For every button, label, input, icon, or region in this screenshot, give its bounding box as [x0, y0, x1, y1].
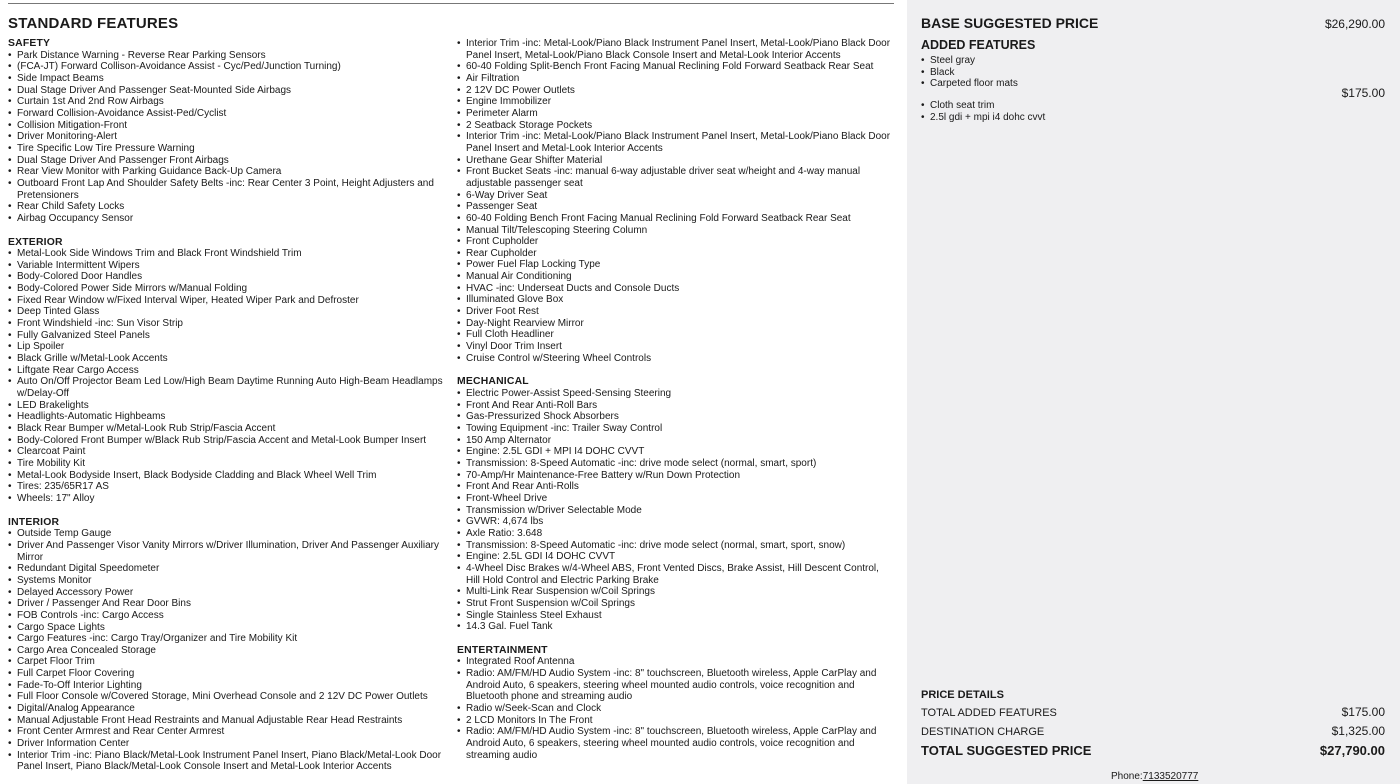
feature-item: • Deep Tinted Glass — [8, 306, 448, 318]
feature-item: • Park Distance Warning - Reverse Rear Parking Sensors — [8, 50, 448, 62]
added-feature-price: $175.00 — [1341, 86, 1385, 101]
added-feature-item — [921, 67, 1385, 79]
feature-item: • FOB Controls -inc: Cargo Access — [8, 610, 448, 622]
feature-item: • Variable Intermittent Wipers — [8, 260, 448, 272]
feature-item: • GVWR: 4,674 lbs — [457, 516, 893, 528]
feature-item: • Body-Colored Power Side Mirrors w/Manual Folding — [8, 283, 448, 295]
added-feature-label: • Black — [921, 67, 954, 79]
added-features-heading: ADDED FEATURES — [921, 38, 1036, 52]
feature-item: • Driver Monitoring-Alert — [8, 131, 448, 143]
feature-section-continued — [457, 38, 893, 364]
feature-item: • Driver Foot Rest — [457, 306, 893, 318]
feature-item: • LED Brakelights — [8, 400, 448, 412]
feature-item: • Carpet Floor Trim — [8, 656, 448, 668]
top-divider — [8, 3, 894, 4]
added-feature-item — [921, 55, 1385, 67]
feature-item: • Outside Temp Gauge — [8, 528, 448, 540]
feature-item: • Forward Collision-Avoidance Assist-Ped/Cyclist — [8, 108, 448, 120]
feature-item: • Vinyl Door Trim Insert — [457, 341, 893, 353]
section-heading: MECHANICAL — [457, 376, 529, 388]
feature-item: • Front-Wheel Drive — [457, 493, 893, 505]
feature-item: • Headlights-Automatic Highbeams — [8, 411, 448, 423]
section-heading: ENTERTAINMENT — [457, 644, 548, 656]
feature-item: • 60-40 Folding Split-Bench Front Facing Manual Reclining Fold Forward Seatback Rear Seat — [457, 61, 893, 73]
added-feature-item — [921, 100, 1385, 112]
feature-item: • Urethane Gear Shifter Material — [457, 155, 893, 167]
feature-item: • Interior Trim -inc: Piano Black/Metal-Look Instrument Panel Insert, Piano Black/Metal-Look Door Panel Insert, Piano Black/Metal-Look Console Insert and Metal-Look Interior Accents — [8, 750, 448, 773]
feature-item: • Cargo Features -inc: Cargo Tray/Organizer and Tire Mobility Kit — [8, 633, 448, 645]
feature-section — [457, 376, 893, 632]
feature-item: • Auto On/Off Projector Beam Led Low/High Beam Daytime Running Auto High-Beam Headlamps w/Delay-Off — [8, 376, 448, 399]
total-added-value: $175.00 — [1341, 705, 1385, 719]
feature-item: • Digital/Analog Appearance — [8, 703, 448, 715]
feature-item: • Radio: AM/FM/HD Audio System -inc: 8" touchscreen, Bluetooth wireless, Apple CarPlay and Android Auto, 6 speakers, steering wheel mounted audio controls, voice recognition and streaming audio — [457, 726, 893, 761]
page-title: STANDARD FEATURES — [8, 15, 179, 32]
feature-item: • Front Bucket Seats -inc: manual 6-way adjustable driver seat w/height and 4-way manual adjustable passenger seat — [457, 166, 893, 189]
feature-item: • Liftgate Rear Cargo Access — [8, 365, 448, 377]
feature-item: • Integrated Roof Antenna — [457, 656, 893, 668]
feature-item: • Front Windshield -inc: Sun Visor Strip — [8, 318, 448, 330]
destination-value: $1,325.00 — [1331, 724, 1385, 738]
feature-item: • Airbag Occupancy Sensor — [8, 213, 448, 225]
feature-item: • 60-40 Folding Bench Front Facing Manual Reclining Fold Forward Seatback Rear Seat — [457, 213, 893, 225]
feature-item: • Systems Monitor — [8, 575, 448, 587]
feature-item: • Clearcoat Paint — [8, 446, 448, 458]
feature-item: • Full Cloth Headliner — [457, 329, 893, 341]
feature-item: • Strut Front Suspension w/Coil Springs — [457, 598, 893, 610]
section-heading: EXTERIOR — [8, 236, 63, 248]
feature-item: • Electric Power-Assist Speed-Sensing Steering — [457, 388, 893, 400]
base-price-label: BASE SUGGESTED PRICE — [921, 15, 1099, 31]
feature-section — [8, 38, 448, 225]
feature-item: • Front Center Armrest and Rear Center Armrest — [8, 726, 448, 738]
feature-item: • Black Grille w/Metal-Look Accents — [8, 353, 448, 365]
feature-item: • Full Carpet Floor Covering — [8, 668, 448, 680]
section-heading: INTERIOR — [8, 516, 60, 528]
feature-item: • Cargo Area Concealed Storage — [8, 645, 448, 657]
section-heading: SAFETY — [8, 38, 51, 49]
base-price-value: $26,290.00 — [1324, 17, 1385, 31]
feature-item: • Illuminated Glove Box — [457, 294, 893, 306]
feature-item: • Manual Air Conditioning — [457, 271, 893, 283]
destination-row — [921, 724, 1385, 738]
feature-item: • Rear View Monitor with Parking Guidance Back-Up Camera — [8, 166, 448, 178]
feature-section — [8, 237, 448, 505]
feature-item: • 2 LCD Monitors In The Front — [457, 715, 893, 727]
feature-item: • HVAC -inc: Underseat Ducts and Console Ducts — [457, 283, 893, 295]
feature-item: • Manual Tilt/Telescoping Steering Column — [457, 225, 893, 237]
phone-link[interactable]: 7133520777 — [1142, 771, 1199, 782]
feature-item: • Full Floor Console w/Covered Storage, Mini Overhead Console and 2 12V DC Power Outlets — [8, 691, 448, 703]
feature-item: • Metal-Look Side Windows Trim and Black Front Windshield Trim — [8, 248, 448, 260]
feature-item: • 150 Amp Alternator — [457, 435, 893, 447]
feature-item: • Passenger Seat — [457, 201, 893, 213]
total-suggested-value: $27,790.00 — [1319, 743, 1385, 758]
feature-item: • Wheels: 17" Alloy — [8, 493, 448, 505]
total-added-row — [921, 705, 1385, 719]
feature-item: • Tires: 235/65R17 AS — [8, 481, 448, 493]
feature-item: • Day-Night Rearview Mirror — [457, 318, 893, 330]
features-column-left — [8, 38, 448, 784]
feature-item: • Transmission: 8-Speed Automatic -inc: drive mode select (normal, smart, sport, snow) — [457, 540, 893, 552]
feature-item: • Black Rear Bumper w/Metal-Look Rub Strip/Fascia Accent — [8, 423, 448, 435]
phone-line — [1111, 771, 1198, 782]
feature-item: • (FCA-JT) Forward Collison-Avoidance Assist - Cyc/Ped/Junction Turning) — [8, 61, 448, 73]
feature-item: • Redundant Digital Speedometer — [8, 563, 448, 575]
feature-item: • Axle Ratio: 3.648 — [457, 528, 893, 540]
feature-item: • 4-Wheel Disc Brakes w/4-Wheel ABS, Front Vented Discs, Brake Assist, Hill Descent Control, Hill Hold Control and Electric Parking Brake — [457, 563, 893, 586]
total-added-label: TOTAL ADDED FEATURES — [921, 707, 1057, 719]
feature-item: • Side Impact Beams — [8, 73, 448, 85]
feature-item: • Multi-Link Rear Suspension w/Coil Springs — [457, 586, 893, 598]
feature-item: • Air Filtration — [457, 73, 893, 85]
feature-item: • Driver And Passenger Visor Vanity Mirrors w/Driver Illumination, Driver And Passenger Auxiliary Mirror — [8, 540, 448, 563]
feature-item: • Perimeter Alarm — [457, 108, 893, 120]
total-suggested-label: TOTAL SUGGESTED PRICE — [921, 743, 1092, 758]
feature-item: • Cruise Control w/Steering Wheel Controls — [457, 353, 893, 365]
feature-item: • Driver Information Center — [8, 738, 448, 750]
feature-item: • Radio: AM/FM/HD Audio System -inc: 8" touchscreen, Bluetooth wireless, Apple CarPlay and Android Auto, 6 speakers, steering wheel mounted audio controls, voice recognition and Bluetooth phone and streaming audio — [457, 668, 893, 703]
feature-item: • Driver / Passenger And Rear Door Bins — [8, 598, 448, 610]
feature-item: • Front And Rear Anti-Roll Bars — [457, 400, 893, 412]
feature-item: • 2 Seatback Storage Pockets — [457, 120, 893, 132]
feature-item: • Radio w/Seek-Scan and Clock — [457, 703, 893, 715]
feature-item: • Rear Child Safety Locks — [8, 201, 448, 213]
feature-item: • Towing Equipment -inc: Trailer Sway Control — [457, 423, 893, 435]
price-sidebar — [907, 0, 1400, 784]
feature-item: • Fully Galvanized Steel Panels — [8, 330, 448, 342]
feature-item: • Body-Colored Front Bumper w/Black Rub Strip/Fascia Accent and Metal-Look Bumper Insert — [8, 435, 448, 447]
feature-item: • 14.3 Gal. Fuel Tank — [457, 621, 893, 633]
feature-item: • Gas-Pressurized Shock Absorbers — [457, 411, 893, 423]
feature-item: • 6-Way Driver Seat — [457, 190, 893, 202]
feature-item: • Delayed Accessory Power — [8, 587, 448, 599]
added-feature-label: • Carpeted floor mats — [921, 78, 1018, 100]
feature-item: • Engine: 2.5L GDI + MPI I4 DOHC CVVT — [457, 446, 893, 458]
base-price-row — [921, 15, 1385, 31]
feature-item: • Interior Trim -inc: Metal-Look/Piano Black Instrument Panel Insert, Metal-Look/Piano Black Door Panel Insert and Metal-Look Interior Accents — [457, 131, 893, 154]
feature-item: • Single Stainless Steel Exhaust — [457, 610, 893, 622]
feature-item: • 70-Amp/Hr Maintenance-Free Battery w/Run Down Protection — [457, 470, 893, 482]
destination-label: DESTINATION CHARGE — [921, 726, 1045, 738]
feature-section — [8, 517, 448, 773]
feature-section — [457, 645, 893, 762]
feature-item: • Rear Cupholder — [457, 248, 893, 260]
feature-item: • Fixed Rear Window w/Fixed Interval Wiper, Heated Wiper Park and Defroster — [8, 295, 448, 307]
feature-item: • Dual Stage Driver And Passenger Seat-Mounted Side Airbags — [8, 85, 448, 97]
feature-item: • Power Fuel Flap Locking Type — [457, 259, 893, 271]
feature-item: • Lip Spoiler — [8, 341, 448, 353]
added-feature-label: • 2.5l gdi + mpi i4 dohc cvvt — [921, 112, 1045, 124]
feature-item: • Fade-To-Off Interior Lighting — [8, 680, 448, 692]
feature-item: • Tire Specific Low Tire Pressure Warning — [8, 143, 448, 155]
feature-item: • Manual Adjustable Front Head Restraints and Manual Adjustable Rear Head Restraints — [8, 715, 448, 727]
feature-item: • Cargo Space Lights — [8, 622, 448, 634]
price-details-heading: PRICE DETAILS — [921, 689, 1004, 701]
feature-item: • Body-Colored Door Handles — [8, 271, 448, 283]
feature-item: • Metal-Look Bodyside Insert, Black Bodyside Cladding and Black Wheel Well Trim — [8, 470, 448, 482]
feature-item: • Front Cupholder — [457, 236, 893, 248]
feature-item: • Curtain 1st And 2nd Row Airbags — [8, 96, 448, 108]
feature-item: • Interior Trim -inc: Metal-Look/Piano Black Instrument Panel Insert, Metal-Look/Piano Black Door Panel Insert, Metal-Look/Piano Black Console Insert and Metal-Look Interior Accents — [457, 38, 893, 61]
feature-item: • Collision Mitigation-Front — [8, 120, 448, 132]
added-features-list — [921, 55, 1385, 124]
feature-item: • Engine: 2.5L GDI I4 DOHC CVVT — [457, 551, 893, 563]
added-feature-label: • Steel gray — [921, 55, 975, 67]
added-feature-label: • Cloth seat trim — [921, 100, 994, 112]
feature-item: • Transmission: 8-Speed Automatic -inc: drive mode select (normal, smart, sport) — [457, 458, 893, 470]
feature-item: • 2 12V DC Power Outlets — [457, 85, 893, 97]
feature-item: • Dual Stage Driver And Passenger Front Airbags — [8, 155, 448, 167]
total-suggested-row — [921, 743, 1385, 758]
feature-item: • Transmission w/Driver Selectable Mode — [457, 505, 893, 517]
phone-label: Phone: — [1111, 771, 1143, 782]
feature-item: • Outboard Front Lap And Shoulder Safety Belts -inc: Rear Center 3 Point, Height Adjusters and Pretensioners — [8, 178, 448, 201]
feature-item: • Engine Immobilizer — [457, 96, 893, 108]
added-feature-item — [921, 112, 1385, 124]
added-feature-item — [921, 78, 1385, 100]
features-column-right — [457, 38, 893, 773]
feature-item: • Front And Rear Anti-Rolls — [457, 481, 893, 493]
feature-item: • Tire Mobility Kit — [8, 458, 448, 470]
